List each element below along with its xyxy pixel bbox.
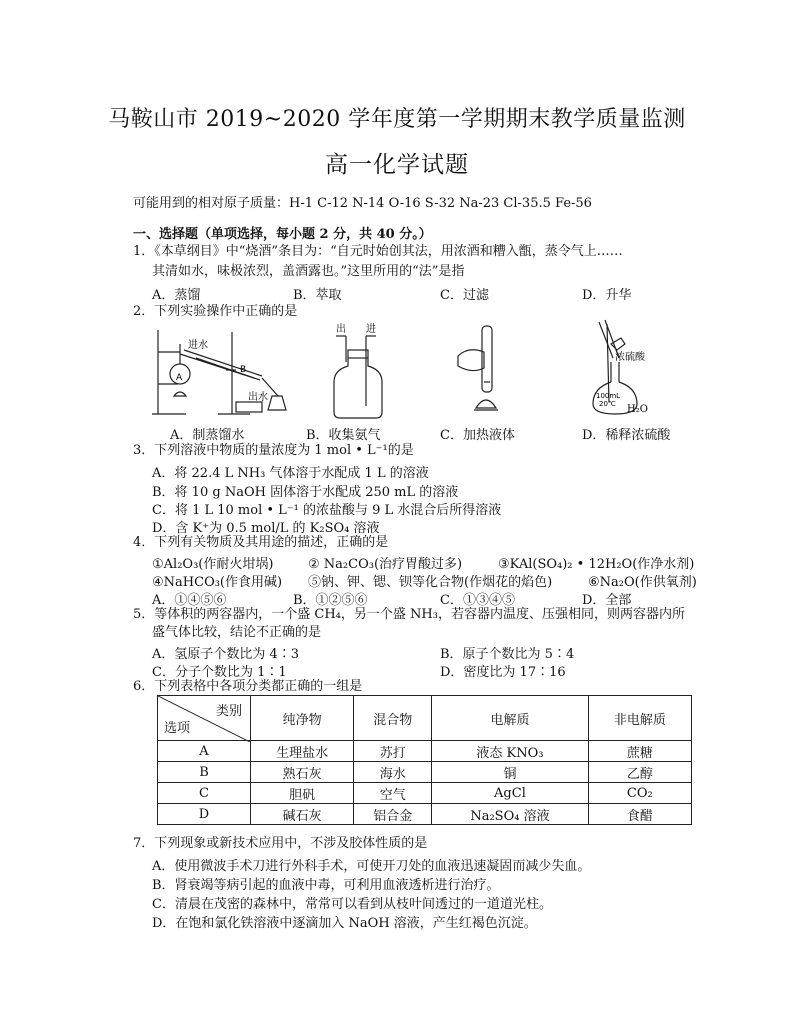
label-flask-temp: 20℃ xyxy=(599,400,616,408)
atomic-mass-line: 可能用到的相对原子质量：H-1 C-12 N-14 O-16 S-32 Na-23 Cl-35.5 Fe-56 xyxy=(133,196,592,211)
dilute-acid-figure xyxy=(585,318,685,422)
q7-stem: 7．下列现象或新技术应用中，不涉及胶体性质的是 xyxy=(133,836,428,851)
q3-stem: 3．下列溶液中物质的量浓度为 1 mol • L⁻¹的是 xyxy=(133,443,414,458)
distillation-apparatus-figure xyxy=(150,322,300,422)
q2-option-a: A．制蒸馏水 xyxy=(170,428,245,443)
gas-collection-bottle-figure xyxy=(318,322,398,422)
q1-line1: 1．《本草纲目》中“烧酒”条目为：“自元时始创其法，用浓酒和糟入甑，蒸令气上…… xyxy=(133,244,623,259)
table-corner-cell xyxy=(158,696,251,741)
q7-option-c: C．清晨在茂密的森林中，常常可以看到从枝叶间透过的一道道光柱。 xyxy=(152,897,552,912)
q4-option-c: C．①③④⑤ xyxy=(440,593,515,608)
q7-option-b: B．肾衰竭等病引起的血液中毒，可利用血液透析进行治疗。 xyxy=(152,878,500,893)
section-heading: 一、选择题（单项选择，每小题 2 分，共 40 分。） xyxy=(133,227,432,242)
q4-item-5: ⑤钠、钾、锶、钡等化合物(作烟花的焰色) xyxy=(308,575,553,590)
heating-liquid-figure xyxy=(448,322,518,422)
table-cell: 铜 xyxy=(432,762,588,783)
table-cell: C xyxy=(158,783,251,804)
q1-line2: 其清如水，味极浓烈，盖酒露也。”这里所用的“法”是指 xyxy=(152,264,465,279)
q3-option-b: B．将 10 g NaOH 固体溶于水配成 250 mL 的溶液 xyxy=(152,485,459,500)
table-cell: Na₂SO₄ 溶液 xyxy=(432,804,588,825)
table-header: 纯净物 xyxy=(251,696,354,741)
q2-option-b: B．收集氨气 xyxy=(306,428,381,443)
q5-option-c: C．分子个数比为 1∶1 xyxy=(152,665,287,680)
label-water: H₂O xyxy=(627,404,648,415)
corner-label-category: 类别 xyxy=(215,704,242,719)
q3-option-c: C．将 1 L 10 mol • L⁻¹ 的浓盐酸与 9 L 水混合后所得溶液 xyxy=(152,503,502,518)
q1-option-c: C．过滤 xyxy=(440,288,489,303)
table-cell: A xyxy=(158,741,251,762)
table-cell: 乙醇 xyxy=(588,762,691,783)
q4-item-4: ④NaHCO₃(作食用碱) xyxy=(152,575,283,590)
q2-stem: 2．下列实验操作中正确的是 xyxy=(133,304,298,319)
q3-option-a: A．将 22.4 L NH₃ 气体溶于水配成 1 L 的溶液 xyxy=(152,466,429,481)
q4-option-b: B．①②⑤⑥ xyxy=(293,593,368,608)
table-cell: 碱石灰 xyxy=(251,804,354,825)
q4-stem: 4．下列有关物质及其用途的描述，正确的是 xyxy=(133,535,389,550)
q5-line2: 盛气体比较，结论不正确的是 xyxy=(152,625,322,640)
table-header: 非电解质 xyxy=(588,696,691,741)
q6-stem: 6．下列表格中各项分类都正确的一组是 xyxy=(133,679,363,694)
q2-option-c: C．加热液体 xyxy=(440,428,515,443)
q5-option-d: D．密度比为 17∶16 xyxy=(440,665,566,680)
table-cell: 食醋 xyxy=(588,804,691,825)
q5-option-a: A．氢原子个数比为 4∶3 xyxy=(152,647,300,662)
q4-item-2: ② Na₂CO₃(治疗胃酸过多) xyxy=(308,557,463,572)
q7-option-a: A．使用微波手术刀进行外科手术，可使开刀处的血液迅速凝固而减少失血。 xyxy=(152,859,591,874)
table-row xyxy=(158,741,692,762)
corner-label-option: 选项 xyxy=(164,721,191,736)
label-inlet-water: 进水 xyxy=(188,340,208,351)
q4-item-6: ⑥Na₂O(作供氧剂) xyxy=(588,575,697,590)
q4-option-a: A．①④⑤⑥ xyxy=(152,593,227,608)
q1-option-a: A．蒸馏 xyxy=(152,288,201,303)
q3-option-d: D．含 K⁺为 0.5 mol/L 的 K₂SO₄ 溶液 xyxy=(152,521,380,536)
table-cell: B xyxy=(158,762,251,783)
table-cell: CO₂ xyxy=(588,783,691,804)
label-point-a: A xyxy=(176,373,183,383)
label-in: 进 xyxy=(366,324,376,335)
q4-item-3: ③KAl(SO₄)₂ • 12H₂O(作净水剂) xyxy=(498,557,695,572)
q4-item-1: ①Al₂O₃(作耐火坩埚) xyxy=(152,557,274,572)
label-flask-volume: 100mL xyxy=(596,392,621,400)
table-cell: 空气 xyxy=(354,783,432,804)
q5-line1: 5．等体积的两容器内，一个盛 CH₄，另一个盛 NH₃，若容器内温度、压强相同，则两容器内所 xyxy=(133,607,685,622)
q2-option-d: D．稀释浓硫酸 xyxy=(582,428,671,443)
label-conc-acid: 浓硫酸 xyxy=(615,352,645,363)
table-row xyxy=(158,783,692,804)
q7-option-d: D．在饱和氯化铁溶液中逐滴加入 NaOH 溶液，产生红褐色沉淀。 xyxy=(152,916,537,931)
q1-option-d: D．升华 xyxy=(582,288,632,303)
label-out: 出 xyxy=(336,324,346,335)
table-cell: 胆矾 xyxy=(251,783,354,804)
q4-option-d: D．全部 xyxy=(582,593,632,608)
table-cell: 熟石灰 xyxy=(251,762,354,783)
exam-title: 马鞍山市 2019~2020 学年度第一学期期末教学质量监测 xyxy=(108,107,686,132)
exam-subtitle: 高一化学试题 xyxy=(325,152,469,178)
table-row xyxy=(158,762,692,783)
label-outlet-water: 出水 xyxy=(248,392,268,403)
table-cell: 苏打 xyxy=(354,741,432,762)
table-cell: 生理盐水 xyxy=(251,741,354,762)
label-point-b: B xyxy=(240,365,247,375)
table-cell: AgCl xyxy=(432,783,588,804)
q1-option-b: B．萃取 xyxy=(293,288,342,303)
table-cell: D xyxy=(158,804,251,825)
table-header: 混合物 xyxy=(354,696,432,741)
q5-option-b: B．原子个数比为 5∶4 xyxy=(440,647,575,662)
classification-table xyxy=(157,695,692,825)
table-cell: 海水 xyxy=(354,762,432,783)
table-cell: 液态 KNO₃ xyxy=(432,741,588,762)
table-header-row xyxy=(158,696,692,741)
table-row xyxy=(158,804,692,825)
table-cell: 蔗糖 xyxy=(588,741,691,762)
table-header: 电解质 xyxy=(432,696,588,741)
table-cell: 铝合金 xyxy=(354,804,432,825)
